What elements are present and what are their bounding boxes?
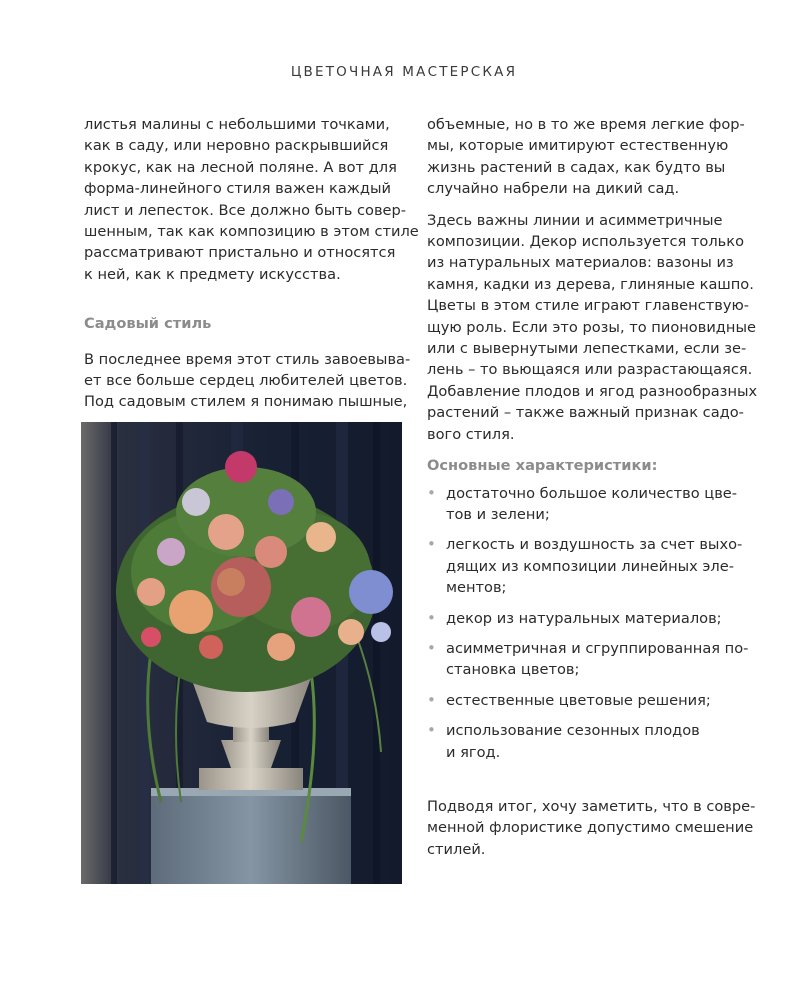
left-paragraph-1 <box>84 114 419 285</box>
text-line: естественные цветовые решения; <box>446 691 711 709</box>
section-heading-main-characteristics: Основные характеристики: <box>427 457 658 475</box>
bullet-icon: • <box>427 721 436 740</box>
list-item <box>427 483 743 526</box>
text-line: декор из натуральных материалов; <box>446 609 722 627</box>
text-line: мы, которые имитируют естественную <box>427 137 729 155</box>
text-line: лист и лепесток. Все должно быть совер- <box>84 201 407 219</box>
text-line: ет все больше сердец любителей цветов. <box>84 372 408 390</box>
text-line: стилей. <box>427 840 486 858</box>
text-line: объемные, но в то же время легкие фор- <box>427 116 745 133</box>
right-paragraph-2 <box>427 210 758 445</box>
text-line: к ней, как к предмету искусства. <box>84 265 341 283</box>
text-line: ментов; <box>446 579 507 597</box>
right-paragraph-3 <box>427 796 756 860</box>
photo-illustration <box>81 422 402 884</box>
text-line: или с вывернутыми лепестками, если зе- <box>427 340 747 358</box>
text-line: форма-линейного стиля важен каждый <box>84 180 392 198</box>
text-line: лень – то вьющаяся или разрастающаяся. <box>427 361 753 379</box>
text-line: композиции. Декор используется только <box>427 233 745 251</box>
bullet-icon: • <box>427 483 436 502</box>
text-line: тов и зелени; <box>446 505 550 523</box>
list-item <box>427 690 743 711</box>
section-heading-garden-style: Садовый стиль <box>84 315 212 333</box>
text-line: случайно набрели на дикий сад. <box>427 180 680 198</box>
text-line: из натуральных материалов: вазоны из <box>427 254 734 272</box>
text-line: листья малины с небольшими точками, <box>84 116 390 133</box>
flower-arrangement-photo <box>81 422 402 884</box>
text-line: как в саду, или неровно раскрывшийся <box>84 137 389 155</box>
text-line: становка цветов; <box>446 661 580 679</box>
text-line: использование сезонных плодов <box>446 722 700 740</box>
text-line: шенным, так как композицию в этом стиле <box>84 223 419 241</box>
text-line: Здесь важны линии и асимметричные <box>427 211 723 229</box>
bullet-icon: • <box>427 690 436 709</box>
text-line: легкость и воздушность за счет выхо- <box>446 536 743 554</box>
right-column <box>427 114 758 860</box>
running-header: ЦВЕТОЧНАЯ МАСТЕРСКАЯ <box>290 64 518 80</box>
text-line: достаточно большое количество цве- <box>446 484 738 502</box>
text-line: асимметричная и сгруппированная по- <box>446 639 749 657</box>
text-line: растений – также важный признак садо- <box>427 404 744 422</box>
bullet-icon: • <box>427 638 436 657</box>
text-line: менной флористике допустимо смешение <box>427 819 754 837</box>
left-paragraph-2 <box>84 349 411 413</box>
list-item <box>427 720 743 763</box>
text-line: жизнь растений в садах, как будто вы <box>427 158 726 176</box>
right-paragraph-1 <box>427 114 743 200</box>
text-line: Под садовым стилем я понимаю пышные, <box>84 393 408 411</box>
list-item <box>427 638 749 681</box>
bullet-icon: • <box>427 535 436 554</box>
text-line: рассматривают пристально и относятся <box>84 244 396 262</box>
list-item <box>427 534 743 598</box>
text-line: щую роль. Если это розы, то пионовидные <box>427 318 756 336</box>
text-line: дящих из композиции линейных эле- <box>446 557 735 575</box>
text-line: и ягод. <box>446 743 501 761</box>
text-line: Добавление плодов и ягод разнообразных <box>427 382 758 400</box>
list-item <box>427 608 743 629</box>
text-line: крокус, как на лесной поляне. А вот для <box>84 158 397 176</box>
text-line: Подводя итог, хочу заметить, что в совре- <box>427 797 756 815</box>
characteristics-list <box>427 483 749 763</box>
text-line: В последнее время этот стиль завоевыва- <box>84 350 411 368</box>
bullet-icon: • <box>427 608 436 627</box>
left-column <box>84 114 419 413</box>
text-line: Цветы в этом стиле играют главенствую- <box>427 297 750 315</box>
text-line: вого стиля. <box>427 425 515 443</box>
text-line: камня, кадки из дерева, глиняные кашпо. <box>427 275 754 293</box>
